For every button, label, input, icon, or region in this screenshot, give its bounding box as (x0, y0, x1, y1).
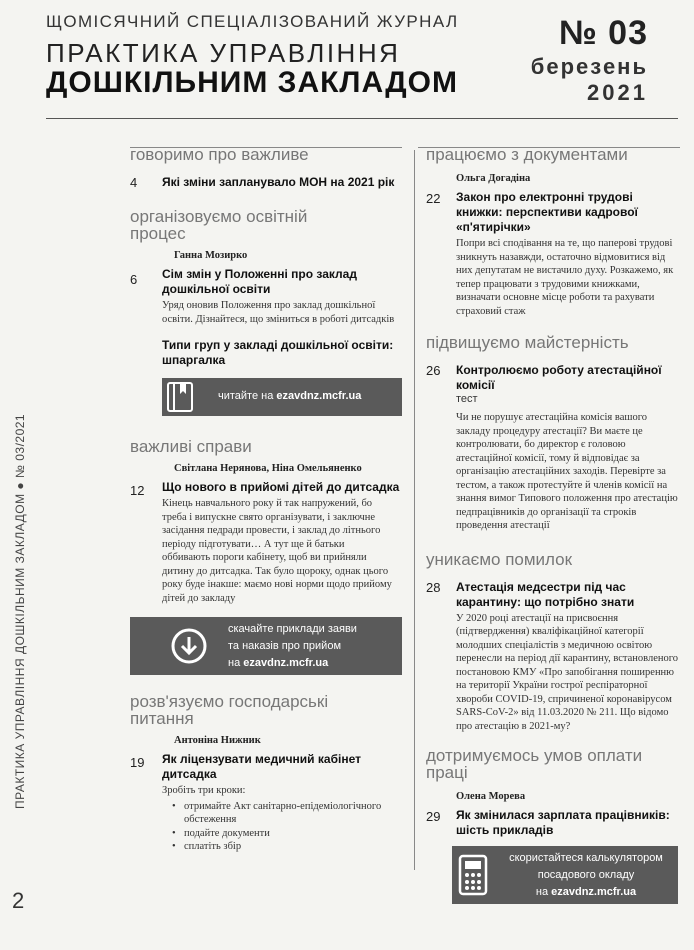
promo-link-prefix: на (228, 657, 244, 669)
section-title: дотримуємось умов оплати праці (426, 746, 643, 782)
magazine-title-line1: ПРАКТИКА УПРАВЛІННЯ (46, 38, 401, 68)
section-title: розв'язуємо господарські питання (130, 692, 329, 728)
promo-line-2: посадового окладу (537, 869, 635, 881)
toc-item[interactable] (416, 580, 682, 734)
promo-text: читайте на (218, 390, 277, 402)
section-title: важливі справи (130, 437, 252, 456)
promo-link-prefix: на (535, 886, 552, 898)
article-author: Олена Морева (456, 791, 526, 802)
article-author: Ольга Догадіна (456, 173, 531, 184)
toc-page-number: 19 (130, 755, 145, 770)
column-divider (414, 150, 415, 870)
masthead-divider (46, 118, 678, 119)
toc-item-description: У 2020 році атестації на присвоєння (підтвердження) кваліфікаційної категорії молодших спеціалістів з медичною освітою перенесли на період дії карантину, встановленого постановою КМУ «Про запобігання поширенню на території України гострої респіраторної хвороби COVID-19, спричиненої коронавірусом SARS-CoV-2» від 11.03.2020 № 211. Що відомо про атестацію в 2021-му? (456, 612, 679, 732)
steps-list (162, 800, 402, 854)
promo-link[interactable]: ezavdnz.mcfr.ua (551, 886, 637, 898)
section-title: уникаємо помилок (426, 549, 573, 569)
toc-item-title: Контролюємо роботу атестаційної комісії (456, 363, 662, 392)
toc-page-number: 29 (426, 809, 441, 824)
side-running-title: ПРАКТИКА УПРАВЛІННЯ ДОШКІЛЬНИМ ЗАКЛАДОМ ● № 03/2021 (13, 413, 27, 809)
toc-item[interactable] (130, 735, 402, 854)
issue-number: № 03 (558, 14, 648, 52)
calculator-icon (458, 854, 488, 896)
toc-item-title: Сім змін у Положенні про заклад дошкільної освіти (162, 267, 357, 296)
toc-page-number: 28 (426, 579, 441, 595)
toc-item-description: Уряд оновив Положення про заклад дошкільної освіти. Дізнайтеся, що зміниться в роботі дитсадків (162, 300, 395, 325)
promo-banner[interactable] (452, 846, 678, 904)
toc-page-number: 4 (130, 175, 138, 190)
toc-item-description: Кінець навчального року й так напружений, бо треба і випускне свято організувати, і заключне засідання педради провести, і заклад до літнього періоду підготувати… А тут ще й батьки оббивають пороги кабінету, щоб ви прийняли дитину до дитсадка. Так було щороку, однак цього року буде інакше: маємо нові норми щодо прийому дітей до закладу (162, 498, 392, 604)
article-author: Ганна Мозирко (174, 250, 248, 261)
magazine-tagline: ЩОМІСЯЧНИЙ СПЕЦІАЛІЗОВАНИЙ ЖУРНАЛ (46, 12, 459, 31)
section-title: говоримо про важливе (130, 145, 309, 164)
toc-item-title: Атестація медсестри під час карантину: що потрібно знати (456, 579, 635, 609)
toc-item[interactable] (416, 173, 682, 318)
section-title: працюємо з документами (426, 145, 628, 164)
toc-item[interactable] (416, 363, 682, 533)
promo-link[interactable]: ezavdnz.mcfr.ua (243, 657, 329, 669)
toc-page-number: 26 (426, 363, 441, 378)
left-column (130, 142, 402, 854)
section-title: організовуємо освітній процес (130, 207, 308, 243)
toc-extra-title: Типи груп у закладі дошкільної освіти: шпаргалка (162, 338, 394, 367)
toc-item-title: Як ліцензувати медичний кабінет дитсадка (162, 752, 361, 781)
toc-item-title: Що нового в прийомі дітей до дитсадка (162, 480, 400, 494)
article-author: Світлана Нерянова, Ніна Омельяненко (174, 463, 362, 474)
promo-line-2: та наказів про прийом (228, 640, 342, 652)
toc-item[interactable] (130, 175, 402, 190)
toc-item-description: Чи не порушує атестаційна комісія вашого закладу процедуру атестації? Ви маєте це контролювати, бо директор є головою атестаційної комісії, тому й відповідає за організацію атестаційних заходів. Перевірте за тестом, а також протестуйте й членів комісії на знання вимог Типового положення про атестацію педпрацівників до організації та строків проведення атестації (456, 412, 678, 531)
list-item: • сплатіть збір (176, 840, 402, 854)
toc-page-number: 6 (130, 272, 138, 287)
promo-link[interactable]: ezavdnz.mcfr.ua (276, 390, 362, 402)
toc-item-title: Закон про електронні трудові книжки: перспективи кадрової «п'ятирічки» (456, 190, 638, 234)
download-icon (170, 627, 208, 665)
toc-item[interactable] (130, 463, 402, 675)
toc-item-subtitle: тест (456, 393, 478, 405)
toc-item-title: Які зміни запланувало МОН на 2021 рік (162, 175, 395, 189)
right-column (416, 142, 682, 904)
list-item: • отримайте Акт санітарно-епідеміологічного обстеження (176, 800, 402, 827)
toc-item[interactable] (416, 791, 682, 904)
issue-month: березень (530, 54, 648, 79)
toc-page-number: 12 (130, 483, 145, 498)
promo-line-1: скачайте приклади заяви (228, 623, 357, 635)
promo-banner[interactable] (162, 378, 402, 416)
section-title: підвищуємо майстерність (426, 333, 629, 352)
article-author: Антоніна Нижник (174, 735, 261, 746)
book-icon (166, 382, 198, 412)
list-item: • подайте документи (176, 827, 402, 841)
issue-year: 2021 (587, 80, 648, 105)
toc-item-intro: Зробіть три кроки: (162, 785, 246, 796)
toc-item-description: Попри всі сподівання на те, що паперові трудові зникнуть назавжди, остаточно відмовитися від них депутатам не вистачило духу. Розкажемо, як тепер працювати з трудовими книжками, визначати основне місце роботи та рахувати страховий стаж (456, 238, 674, 317)
promo-line-1: скористайтеся калькулятором (509, 852, 663, 864)
toc-item-title: Як змінилася зарплата працівників: шість прикладів (456, 808, 670, 837)
magazine-title-line2: ДОШКІЛЬНИМ ЗАКЛАДОМ (46, 66, 458, 99)
toc-item[interactable] (130, 250, 402, 416)
toc-page-number: 22 (426, 191, 441, 206)
promo-banner[interactable] (130, 617, 402, 675)
page-number: 2 (12, 888, 25, 913)
